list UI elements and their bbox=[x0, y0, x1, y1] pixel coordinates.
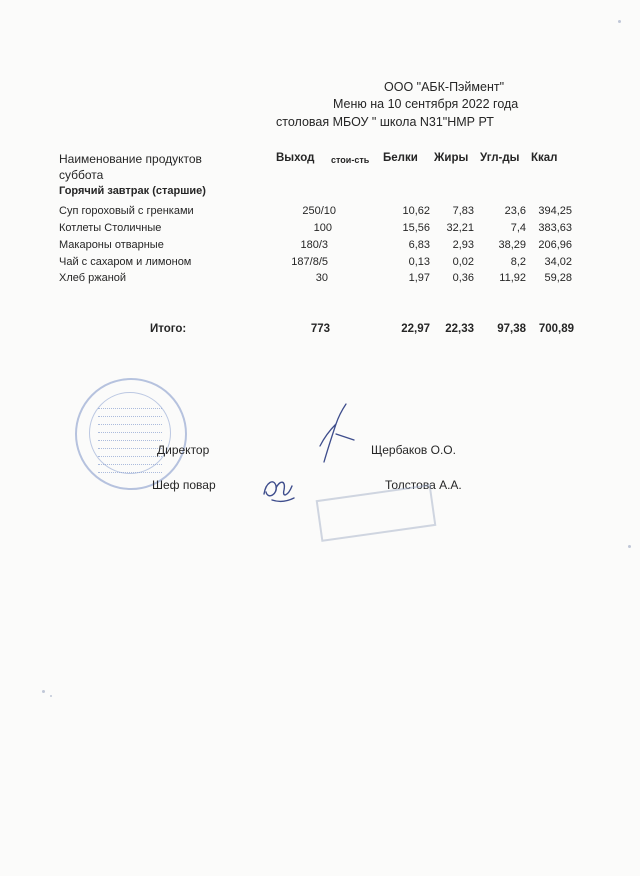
day-label: суббота bbox=[59, 168, 104, 182]
row-output: 180/3 bbox=[300, 239, 328, 251]
org-name: ООО "АБК-Пэймент" bbox=[384, 80, 505, 94]
row-carbs: 7,4 bbox=[510, 222, 526, 234]
column-header-output: Выход bbox=[276, 152, 315, 164]
column-header-cost: стои-сть bbox=[331, 155, 370, 165]
row-carbs: 11,92 bbox=[499, 272, 526, 284]
column-header-fat: Жиры bbox=[434, 152, 469, 164]
row-fat: 7,83 bbox=[452, 205, 474, 217]
scan-speck bbox=[50, 695, 52, 697]
row-output: 187/8/5 bbox=[291, 256, 328, 268]
row-kcal: 394,25 bbox=[538, 205, 572, 217]
row-kcal: 206,96 bbox=[538, 239, 572, 251]
section-label: Горячий завтрак (старшие) bbox=[59, 185, 206, 197]
row-kcal: 34,02 bbox=[544, 256, 572, 268]
total-label: Итого: bbox=[150, 323, 187, 335]
chef-title: Шеф повар bbox=[152, 478, 216, 492]
rectangular-stamp bbox=[316, 484, 437, 542]
total-protein: 22,97 bbox=[401, 323, 430, 335]
row-fat: 0,36 bbox=[452, 272, 474, 284]
row-carbs: 23,6 bbox=[504, 205, 526, 217]
total-output: 773 bbox=[310, 323, 330, 335]
row-name: Макароны отварные bbox=[59, 239, 164, 251]
row-kcal: 383,63 bbox=[538, 222, 572, 234]
row-name: Котлеты Столичные bbox=[59, 222, 162, 234]
row-output: 30 bbox=[315, 272, 328, 284]
director-signature bbox=[310, 400, 360, 470]
row-name: Хлеб ржаной bbox=[59, 272, 127, 284]
menu-date-title: Меню на 10 сентября 2022 года bbox=[333, 97, 519, 111]
round-stamp-text-lines bbox=[98, 402, 162, 474]
total-carbs: 97,38 bbox=[497, 323, 526, 335]
row-output: 100 bbox=[313, 222, 332, 234]
scan-speck bbox=[628, 545, 631, 548]
row-protein: 1,97 bbox=[408, 272, 430, 284]
row-protein: 6,83 bbox=[408, 239, 430, 251]
row-kcal: 59,28 bbox=[544, 272, 572, 284]
row-fat: 32,21 bbox=[446, 222, 474, 234]
column-header-name: Наименование продуктов bbox=[59, 152, 202, 166]
row-output: 250/10 bbox=[302, 205, 336, 217]
chef-signature bbox=[258, 472, 298, 506]
total-fat: 22,33 bbox=[445, 323, 474, 335]
director-title: Директор bbox=[157, 443, 210, 457]
row-protein: 0,13 bbox=[408, 256, 430, 268]
row-name: Суп гороховый с гренками bbox=[59, 205, 194, 217]
scan-speck bbox=[42, 690, 45, 693]
canteen-name: столовая МБОУ " школа N31"НМР РТ bbox=[276, 115, 494, 129]
row-carbs: 8,2 bbox=[510, 256, 526, 268]
column-header-carbs: Угл-ды bbox=[480, 152, 520, 164]
column-header-kcal: Ккал bbox=[531, 152, 558, 164]
row-protein: 15,56 bbox=[402, 222, 430, 234]
total-kcal: 700,89 bbox=[538, 323, 574, 335]
chef-name: Толстова А.А. bbox=[385, 478, 462, 492]
column-header-protein: Белки bbox=[383, 152, 418, 164]
row-carbs: 38,29 bbox=[498, 239, 526, 251]
director-name: Щербаков О.О. bbox=[371, 443, 456, 457]
row-protein: 10,62 bbox=[402, 205, 430, 217]
scan-speck bbox=[618, 20, 621, 23]
row-fat: 0,02 bbox=[452, 256, 474, 268]
row-fat: 2,93 bbox=[452, 239, 474, 251]
row-name: Чай с сахаром и лимоном bbox=[59, 256, 192, 268]
